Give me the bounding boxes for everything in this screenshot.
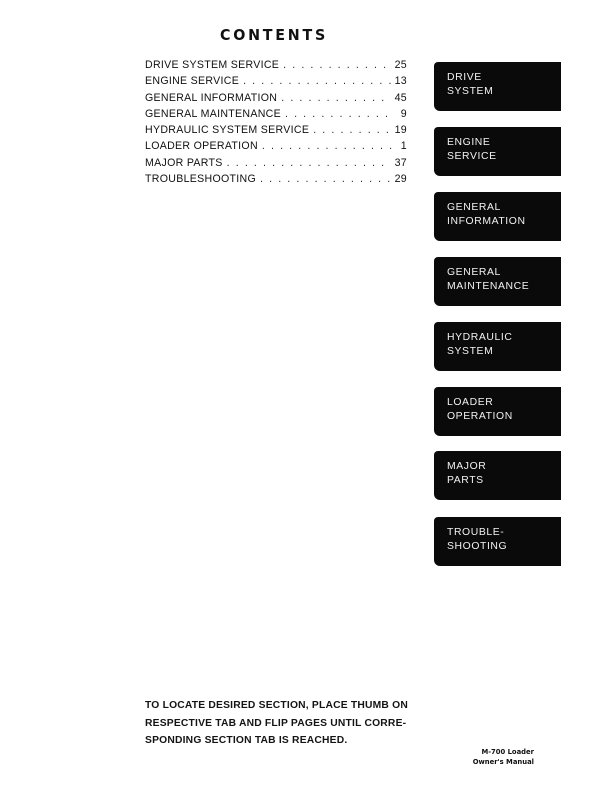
toc-leader-dots — [256, 173, 391, 185]
toc-leader-dots — [309, 124, 390, 136]
toc-leader-dots — [279, 59, 390, 71]
tab-label-line-1: DRIVE — [447, 72, 482, 83]
toc-entry-page: 29 — [394, 173, 407, 186]
page-title: CONTENTS — [219, 26, 329, 44]
tab-label-line-2: INFORMATION — [447, 215, 526, 227]
toc-leader-dots — [223, 157, 391, 169]
toc-entry-engine-service[interactable] — [145, 75, 407, 91]
toc-entry-page: 13 — [394, 75, 407, 88]
toc-entry-label: MAJOR PARTS — [145, 156, 223, 169]
toc-entry-troubleshooting[interactable] — [145, 173, 407, 189]
toc-entry-page: 9 — [400, 107, 407, 120]
tab-label-line-1: HYDRAULIC — [447, 332, 513, 343]
toc-entry-label: ENGINE SERVICE — [145, 75, 240, 88]
instruction-line: SPONDING SECTION TAB IS REACHED. — [145, 735, 348, 746]
toc-entry-page: 1 — [400, 140, 407, 153]
table-of-contents — [145, 59, 407, 189]
instruction-line: TO LOCATE DESIRED SECTION, PLACE THUMB ON — [145, 700, 408, 711]
tab-label-line-1: ENGINE — [447, 137, 491, 148]
section-tab-drive-system[interactable] — [434, 62, 561, 111]
tab-label-line-2: MAINTENANCE — [447, 280, 530, 292]
section-tab-general-information[interactable] — [434, 192, 561, 241]
toc-entry-loader-operation[interactable] — [145, 140, 407, 156]
toc-entry-hydraulic-system-service[interactable] — [145, 124, 407, 140]
toc-entry-page: 37 — [394, 156, 407, 169]
section-tab-troubleshooting[interactable] — [434, 517, 561, 566]
tab-label-line-1: LOADER — [447, 397, 494, 408]
toc-entry-general-information[interactable] — [145, 92, 407, 108]
toc-entry-label: LOADER OPERATION — [145, 140, 258, 153]
tab-label-line-2: SYSTEM — [447, 85, 494, 97]
section-tab-hydraulic-system[interactable] — [434, 322, 561, 371]
toc-entry-page: 45 — [394, 91, 407, 104]
toc-entry-label: TROUBLESHOOTING — [145, 173, 257, 186]
tab-label-line-2: PARTS — [447, 474, 484, 486]
tab-label-line-2: SERVICE — [447, 150, 497, 162]
section-tab-major-parts[interactable] — [434, 451, 561, 500]
tab-label-line-1: GENERAL — [447, 202, 501, 213]
tab-label-line-1: MAJOR — [447, 461, 487, 472]
instruction-line: RESPECTIVE TAB AND FLIP PAGES UNTIL CORRE- — [145, 717, 407, 729]
toc-leader-dots — [277, 92, 390, 104]
tab-label-line-2: SYSTEM — [447, 345, 494, 357]
toc-entry-page: 19 — [394, 124, 407, 137]
toc-leader-dots — [239, 75, 391, 87]
toc-entry-label: HYDRAULIC SYSTEM SERVICE — [145, 124, 310, 137]
section-tab-general-maintenance[interactable] — [434, 257, 561, 306]
section-tab-engine-service[interactable] — [434, 127, 561, 176]
toc-entry-general-maintenance[interactable] — [145, 108, 407, 124]
toc-entry-label: GENERAL MAINTENANCE — [145, 107, 281, 120]
section-tab-loader-operation[interactable] — [434, 387, 561, 436]
toc-leader-dots — [258, 140, 393, 152]
tab-label-line-1: GENERAL — [447, 267, 501, 278]
toc-entry-major-parts[interactable] — [145, 157, 407, 173]
tab-label-line-2: SHOOTING — [447, 540, 508, 552]
tab-label-line-1: TROUBLE- — [447, 527, 505, 538]
manual-footer — [473, 747, 534, 767]
tab-label-line-2: OPERATION — [447, 410, 513, 422]
toc-entry-page: 25 — [394, 59, 407, 71]
usage-instructions — [145, 697, 420, 750]
toc-entry-label: GENERAL INFORMATION — [145, 91, 278, 104]
toc-entry-label: DRIVE SYSTEM SERVICE — [145, 59, 280, 71]
footer-manual-name: Owner's Manual — [472, 758, 534, 766]
footer-model: M-700 Loader — [481, 748, 534, 756]
toc-leader-dots — [281, 108, 393, 120]
toc-entry-drive-system-service[interactable] — [145, 59, 407, 75]
